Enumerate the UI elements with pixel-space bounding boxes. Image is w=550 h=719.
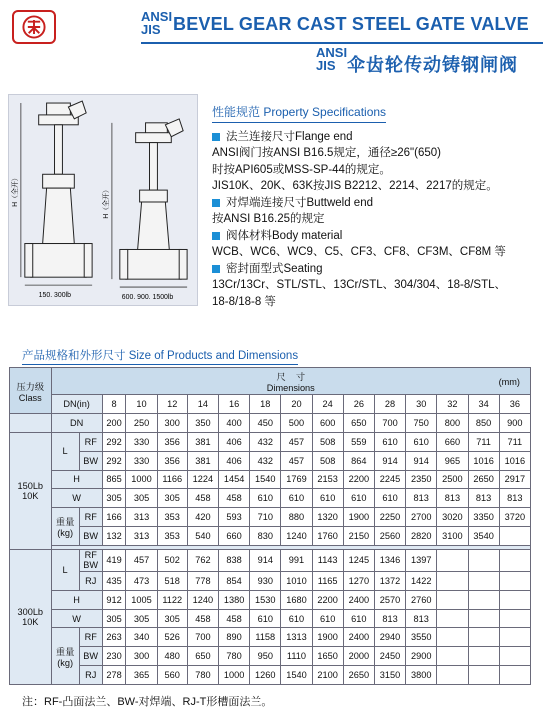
value-cell: 2560 [374,526,405,545]
rfbw-label: RF BW [79,549,102,571]
value-cell: 132 [102,526,126,545]
value-cell: 435 [102,571,126,590]
value-cell: 838 [219,549,250,571]
value-cell [499,628,530,647]
value-cell: 711 [468,432,499,451]
value-cell [468,549,499,571]
dn-label: DN [51,414,102,433]
value-cell: 1010 [281,571,312,590]
value-cell: 305 [102,489,126,508]
value-cell: 1260 [250,666,281,685]
value-cell: 2250 [374,508,405,527]
value-cell: 1320 [312,508,343,527]
value-cell: 813 [406,609,437,628]
value-cell: 305 [126,609,157,628]
value-cell: 854 [219,571,250,590]
value-cell: 1769 [281,470,312,489]
spec-title: 性能规范 Property Specifications [212,104,386,123]
value-cell: 458 [187,609,218,628]
value-cell: 292 [102,451,126,470]
value-cell [437,549,468,571]
value-cell [468,609,499,628]
value-cell: 912 [102,590,126,609]
spec-line: 18-8/18-8 等 [212,295,276,308]
value-cell: 1530 [250,590,281,609]
right-caption: 600. 900. 1500lb [121,293,174,301]
value-cell: 3720 [499,508,530,527]
spec-line: 按ANSI B16.25的规定 [212,213,325,225]
value-cell: 559 [343,432,374,451]
value-cell: 508 [312,432,343,451]
rf-label: RF [79,628,102,647]
class-300-row [10,549,531,571]
value-cell: 3150 [374,666,405,685]
value-cell: 18 [250,395,281,414]
value-cell: 12 [157,395,187,414]
left-caption: 150. 300lb [38,291,71,299]
value-cell: 14 [187,395,218,414]
value-cell: 830 [250,526,281,545]
value-cell: 457 [281,451,312,470]
value-cell: 502 [157,549,187,571]
value-cell: 3800 [406,666,437,685]
class-header: 压力级 Class [10,368,52,414]
value-cell: 1900 [312,628,343,647]
value-cell: 34 [468,395,499,414]
value-cell: 458 [187,489,218,508]
property-specifications [212,104,546,310]
table-note: 注：RF-凸面法兰、BW-对焊端、RJ-T形槽面法兰。 [22,696,273,708]
value-cell: 16 [219,395,250,414]
value-cell: 473 [126,571,157,590]
value-cell [437,590,468,609]
value-cell: 457 [281,432,312,451]
value-cell: 1165 [312,571,343,590]
value-cell: 381 [187,432,218,451]
value-cell: 700 [374,414,405,433]
value-cell: 432 [250,432,281,451]
value-cell: 560 [157,666,187,685]
value-cell: 1380 [219,590,250,609]
value-cell: 1346 [374,549,405,571]
value-cell: 2100 [312,666,343,685]
value-cell: 1397 [406,549,437,571]
value-cell: 1224 [187,470,218,489]
value-cell: 2500 [437,470,468,489]
value-cell: 305 [157,489,187,508]
ansi-jis-label-2: ANSI JIS [316,45,348,73]
value-cell: 166 [102,508,126,527]
bw-label: BW [79,526,102,545]
L-label: L [51,549,79,590]
value-cell [499,590,530,609]
value-cell: 1313 [281,628,312,647]
value-cell [468,666,499,685]
value-cell: 292 [102,432,126,451]
page-title: BEVEL GEAR CAST STEEL GATE VALVE [173,14,529,34]
value-cell: 381 [187,451,218,470]
value-cell [437,647,468,666]
value-cell: 1110 [281,647,312,666]
value-cell: 10 [126,395,157,414]
value-cell: 2940 [374,628,405,647]
value-cell: 660 [219,526,250,545]
value-cell: 305 [102,609,126,628]
value-cell [499,647,530,666]
value-cell: 2245 [374,470,405,489]
value-cell [499,526,530,545]
value-cell: 813 [437,489,468,508]
value-cell: 1650 [312,647,343,666]
value-cell: 2150 [343,526,374,545]
spec-item-flange: 法兰连接尺寸Flange end [212,129,546,146]
value-cell: 340 [126,628,157,647]
value-cell [437,609,468,628]
valve-drawing [8,94,198,306]
value-cell: 1005 [126,590,157,609]
value-cell: 778 [187,571,218,590]
value-cell: 593 [219,508,250,527]
value-cell: 1760 [312,526,343,545]
value-cell: 406 [219,432,250,451]
value-cell: 1158 [250,628,281,647]
value-cell: 813 [468,489,499,508]
value-cell: 762 [187,549,218,571]
value-cell: 965 [437,451,468,470]
table-row [10,590,531,609]
valve-diagram [9,95,197,305]
value-cell: 2900 [406,647,437,666]
ansi-jis-label: ANSI JIS [141,9,173,37]
spec-line: 时按API605或MSS-SP-44的规定。 [212,163,391,176]
value-cell: 518 [157,571,187,590]
rj-label: RJ [79,666,102,685]
table-row [10,571,531,590]
value-cell [499,571,530,590]
value-cell: 1016 [468,451,499,470]
value-cell: 1270 [343,571,374,590]
value-cell: 914 [406,451,437,470]
value-cell: 263 [102,628,126,647]
value-cell: 2350 [406,470,437,489]
value-cell: 2570 [374,590,405,609]
title-divider [141,42,543,44]
value-cell: 1016 [499,451,530,470]
value-cell: 2450 [374,647,405,666]
table-row [10,451,531,470]
value-cell: 3020 [437,508,468,527]
value-cell: 24 [312,395,343,414]
value-cell: 1900 [343,508,374,527]
value-cell: 3540 [468,526,499,545]
value-cell: 1143 [312,549,343,571]
value-cell: 457 [126,549,157,571]
value-cell: 432 [250,451,281,470]
value-cell: 914 [374,451,405,470]
W-label: W [51,489,102,508]
value-cell: 305 [126,489,157,508]
value-cell: 420 [187,508,218,527]
value-cell: 610 [343,489,374,508]
value-cell: 2820 [406,526,437,545]
value-cell: 650 [187,647,218,666]
value-cell: 650 [343,414,374,433]
value-cell: 1122 [157,590,187,609]
dimensions-table [9,367,531,685]
value-cell: 813 [499,489,530,508]
value-cell [499,549,530,571]
table-row [10,470,531,489]
value-cell: 458 [219,609,250,628]
value-cell: 1000 [126,470,157,489]
value-cell: 610 [250,609,281,628]
value-cell: 2000 [343,647,374,666]
value-cell: 710 [250,508,281,527]
height-dim-label: H（全开） [11,174,19,207]
table-row [10,628,531,647]
value-cell: 900 [499,414,530,433]
table-row [10,489,531,508]
value-cell: 890 [219,628,250,647]
value-cell: 278 [102,666,126,685]
value-cell: 700 [187,628,218,647]
company-logo [12,10,56,44]
value-cell: 419 [102,549,126,571]
value-cell: 353 [157,526,187,545]
value-cell: 2400 [343,628,374,647]
value-cell: 750 [406,414,437,433]
value-cell: 3100 [437,526,468,545]
value-cell: 864 [343,451,374,470]
value-cell: 330 [126,451,157,470]
value-cell: 2400 [343,590,374,609]
value-cell: 800 [437,414,468,433]
value-cell: 28 [374,395,405,414]
value-cell: 353 [157,508,187,527]
value-cell: 880 [281,508,312,527]
table-row [10,666,531,685]
spec-line: 13Cr/13Cr、STL/STL、13Cr/STL、304/304、18-8/STL、 [212,279,507,291]
value-cell: 508 [312,451,343,470]
value-cell: 406 [219,451,250,470]
value-cell [468,647,499,666]
spec-item-buttweld: 对焊端连接尺寸Buttweld end [212,195,546,212]
rf-label: RF [79,432,102,451]
value-cell: 865 [102,470,126,489]
value-cell [468,590,499,609]
value-cell: 526 [157,628,187,647]
header [0,0,550,82]
value-cell: 610 [281,609,312,628]
value-cell: 813 [374,609,405,628]
dimensions-header [51,368,530,395]
page-title-cn: 伞齿轮传动铸钢闸阀 [347,55,518,76]
rj-label: RJ [79,571,102,590]
value-cell: 26 [343,395,374,414]
value-cell: 660 [437,432,468,451]
bw-label: BW [79,647,102,666]
value-cell: 610 [312,609,343,628]
value-cell: 2200 [312,590,343,609]
value-cell: 500 [281,414,312,433]
value-cell [468,628,499,647]
value-cell: 1680 [281,590,312,609]
class-150-row [10,432,531,451]
dimensions-label: 尺 寸 Dimensions [266,372,315,394]
value-cell: 1540 [281,666,312,685]
spec-line: JIS10K、20K、63K按JIS B2212、2214、2217的规定。 [212,180,498,192]
class-300-label: 300Lb 10K [10,549,52,684]
value-cell: 1245 [343,549,374,571]
value-cell [437,571,468,590]
value-cell [468,571,499,590]
value-cell: 950 [250,647,281,666]
value-cell: 600 [312,414,343,433]
value-cell: 300 [157,414,187,433]
value-cell: 300 [126,647,157,666]
products-title: 产品规格和外形尺寸 Size of Products and Dimensions [22,347,298,365]
rf-label: RF [79,508,102,527]
value-cell: 1166 [157,470,187,489]
table-row [10,609,531,628]
W-label: W [51,609,102,628]
value-cell: 850 [468,414,499,433]
value-cell: 1422 [406,571,437,590]
value-cell: 2700 [406,508,437,527]
value-cell [437,666,468,685]
value-cell: 813 [406,489,437,508]
value-cell: 36 [499,395,530,414]
value-cell: 610 [250,489,281,508]
value-cell: 20 [281,395,312,414]
value-cell: 991 [281,549,312,571]
value-cell: 930 [250,571,281,590]
value-cell [437,628,468,647]
value-cell: 30 [406,395,437,414]
H-label: H [51,470,102,489]
value-cell: 610 [374,432,405,451]
value-cell: 610 [374,489,405,508]
value-cell: 350 [187,414,218,433]
logo-emblem-icon [14,12,54,42]
spec-item-seating: 密封面型式Seating [212,261,546,278]
value-cell: 3550 [406,628,437,647]
value-cell: 711 [499,432,530,451]
value-cell: 450 [250,414,281,433]
table-row [10,647,531,666]
header-row [10,368,531,395]
value-cell: 2650 [343,666,374,685]
value-cell: 356 [157,451,187,470]
value-cell: 400 [219,414,250,433]
spec-item-body-material: 阀体材料Body material [212,228,546,245]
value-cell: 250 [126,414,157,433]
value-cell: 780 [187,666,218,685]
value-cell: 230 [102,647,126,666]
weight-label: 重量 (kg) [51,508,79,546]
value-cell: 1454 [219,470,250,489]
value-cell: 330 [126,432,157,451]
value-cell: 458 [219,489,250,508]
spec-line: ANSI阀门按ANSI B16.5规定，通径≥26"(650) [212,147,441,159]
value-cell: 610 [343,609,374,628]
value-cell: 480 [157,647,187,666]
table-row [10,526,531,545]
value-cell: 1540 [250,470,281,489]
value-cell: 1372 [374,571,405,590]
bw-label: BW [79,451,102,470]
value-cell: 914 [250,549,281,571]
value-cell: 313 [126,526,157,545]
value-cell: 365 [126,666,157,685]
value-cell: 8 [102,395,126,414]
H-label: H [51,590,102,609]
value-cell: 3350 [468,508,499,527]
value-cell: 313 [126,508,157,527]
value-cell: 610 [406,432,437,451]
value-cell: 540 [187,526,218,545]
value-cell: 32 [437,395,468,414]
value-cell: 610 [281,489,312,508]
dn-in-row [10,395,531,414]
value-cell [499,609,530,628]
value-cell: 2153 [312,470,343,489]
value-cell: 2650 [468,470,499,489]
value-cell: 780 [219,647,250,666]
value-cell: 1000 [219,666,250,685]
value-cell: 610 [312,489,343,508]
dn-row [10,414,531,433]
spec-line: WCB、WC6、WC9、C5、CF3、CF8、CF3M、CF8M 等 [212,246,506,258]
class-150-label: 150Lb 10K [10,432,52,549]
value-cell: 305 [157,609,187,628]
L-label: L [51,432,79,470]
value-cell: 2760 [406,590,437,609]
value-cell: 2200 [343,470,374,489]
blank-cell [10,414,52,433]
height-dim-label-2: H（全开） [102,186,110,219]
value-cell: 1240 [187,590,218,609]
value-cell: 2917 [499,470,530,489]
value-cell: 1240 [281,526,312,545]
value-cell [499,666,530,685]
weight-label: 重量 (kg) [51,628,79,685]
value-cell: 200 [102,414,126,433]
unit-label: (mm) [498,377,520,387]
value-cell: 356 [157,432,187,451]
table-row [10,508,531,527]
dn-in-label: DN(in) [51,395,102,414]
